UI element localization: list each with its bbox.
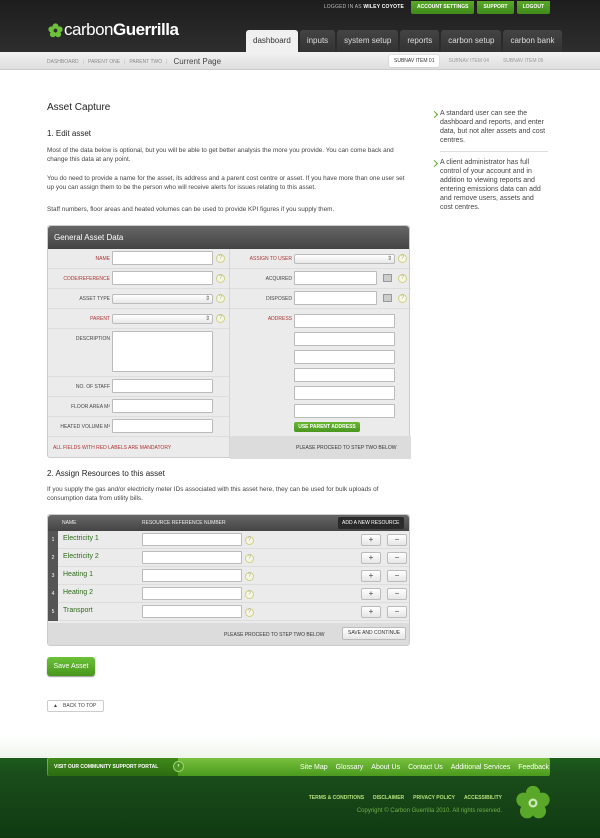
main-tabs bbox=[246, 30, 562, 52]
parent-label: PARENT bbox=[90, 316, 110, 322]
resource-help-icon[interactable]: ? bbox=[245, 590, 254, 599]
address-line-3[interactable] bbox=[294, 350, 395, 364]
resource-remove-button[interactable]: − bbox=[387, 606, 407, 618]
resource-ref-input[interactable] bbox=[142, 551, 242, 564]
resources-panel bbox=[47, 514, 410, 646]
subnav-item-04[interactable]: SUBNAV ITEM 04 bbox=[448, 58, 489, 64]
acquired-help-icon[interactable]: ? bbox=[398, 274, 407, 283]
resource-ref-input[interactable] bbox=[142, 605, 242, 618]
save-continue-button[interactable]: SAVE AND CONTINUE bbox=[342, 627, 406, 640]
logo-text-bold: Guerrilla bbox=[112, 20, 179, 39]
intro-paragraph-3: Staff numbers, floor areas and heated volumes can be used to provide KPI figures if you supply them. bbox=[47, 206, 335, 213]
sidebar-notes bbox=[432, 109, 548, 212]
arrow-up-icon: ▲ bbox=[53, 703, 58, 709]
description-textarea[interactable] bbox=[112, 331, 213, 372]
logo[interactable] bbox=[48, 20, 178, 40]
asset-type-help-icon[interactable]: ? bbox=[216, 294, 225, 303]
footer-link-contact-us[interactable]: Contact Us bbox=[408, 763, 443, 771]
resources-paragraph: If you supply the gas and/or electricity meter IDs associated with this asset here, they can be used for bulk uploads of consumption data from utility bills. bbox=[47, 486, 379, 502]
breadcrumb-current: Current Page bbox=[173, 57, 222, 66]
assign-user-help-icon[interactable]: ? bbox=[398, 254, 407, 263]
col-name-header: NAME bbox=[62, 520, 77, 526]
disposed-input[interactable] bbox=[294, 291, 377, 305]
staff-label: NO. OF STAFF bbox=[75, 384, 110, 390]
col-ref-header: RESOURCE REFERENCE NUMBER bbox=[142, 520, 226, 526]
resource-ref-input[interactable] bbox=[142, 533, 242, 546]
resource-name: Heating 1 bbox=[63, 571, 93, 578]
resource-name: Heating 2 bbox=[63, 589, 93, 596]
arrow-right-icon: › bbox=[173, 761, 184, 772]
staff-input[interactable] bbox=[112, 379, 213, 393]
resource-ref-input[interactable] bbox=[142, 587, 242, 600]
sidebar-note-client-admin: A client administrator has full control of your account and in addition to viewing reports and entering emissions data can add and remove users, assets and cost centres. bbox=[432, 158, 548, 212]
support-button[interactable]: SUPPORT bbox=[477, 1, 513, 14]
logout-button[interactable]: LOGOUT bbox=[517, 1, 550, 14]
code-label: CODE/REFERENCE bbox=[63, 276, 110, 282]
name-help-icon[interactable]: ? bbox=[216, 254, 225, 263]
breadcrumb-parent-one[interactable]: PARENT ONE bbox=[88, 58, 121, 65]
resource-remove-button[interactable]: − bbox=[387, 552, 407, 564]
resource-help-icon[interactable]: ? bbox=[245, 608, 254, 617]
resource-name: Electricity 2 bbox=[63, 553, 99, 560]
parent-select[interactable] bbox=[112, 314, 213, 324]
step2-title: 2. Assign Resources to this asset bbox=[47, 469, 165, 478]
resource-row-number: 1 bbox=[48, 531, 58, 549]
resource-add-button[interactable]: + bbox=[361, 552, 381, 564]
acquired-label: ACQUIRED bbox=[265, 276, 292, 282]
use-parent-address-button[interactable]: USE PARENT ADDRESS bbox=[294, 422, 360, 432]
name-label: NAME bbox=[95, 256, 110, 262]
acquired-input[interactable] bbox=[294, 271, 377, 285]
asset-type-label: ASSET TYPE bbox=[79, 296, 110, 302]
legal-link-disclaimer[interactable]: DISCLAIMER bbox=[373, 795, 405, 801]
resource-row bbox=[48, 585, 409, 603]
asset-type-select[interactable] bbox=[112, 294, 213, 304]
resources-footer bbox=[48, 623, 409, 645]
subnav-items bbox=[389, 55, 548, 67]
address-line-1[interactable] bbox=[294, 314, 395, 328]
floor-area-label: FLOOR AREA M² bbox=[71, 404, 110, 410]
back-to-top-label: BACK TO TOP bbox=[63, 703, 97, 709]
sidebar-note-standard-user: A standard user can see the dashboard and reports, and enter data, but not alter assets and cost centres. bbox=[432, 109, 548, 145]
tab-carbon-setup[interactable]: carbon setup bbox=[441, 30, 501, 52]
breadcrumb: DASHBOARD | PARENT ONE | PARENT TWO | Current Page bbox=[47, 57, 222, 66]
account-strip bbox=[324, 0, 550, 14]
resources-proceed-note: PLEASE PROCEED TO STEP TWO BELOW bbox=[224, 632, 325, 638]
top-header bbox=[0, 0, 600, 52]
legal-link-terms[interactable]: TERMS & CONDITIONS bbox=[308, 795, 365, 801]
address-line-5[interactable] bbox=[294, 386, 395, 400]
resource-help-icon[interactable]: ? bbox=[245, 572, 254, 581]
resource-row bbox=[48, 567, 409, 585]
legal-link-accessibility[interactable]: ACCESSIBILITY bbox=[463, 795, 502, 801]
disposed-calendar-icon[interactable] bbox=[383, 294, 392, 302]
address-line-2[interactable] bbox=[294, 332, 395, 346]
address-line-4[interactable] bbox=[294, 368, 395, 382]
support-portal-label: VISIT OUR COMMUNITY SUPPORT PORTAL bbox=[54, 764, 159, 770]
heated-volume-input[interactable] bbox=[112, 419, 213, 433]
assign-user-label: ASSIGN TO USER bbox=[249, 256, 292, 262]
page-title: Asset Capture bbox=[47, 102, 111, 113]
description-label: DESCRIPTION bbox=[75, 336, 110, 342]
resource-ref-input[interactable] bbox=[142, 569, 242, 582]
tab-reports[interactable]: reports bbox=[400, 30, 439, 52]
flower-emblem-icon bbox=[515, 785, 551, 821]
resource-name: Electricity 1 bbox=[63, 535, 99, 542]
name-input[interactable] bbox=[112, 251, 213, 265]
save-asset-button[interactable]: Save Asset bbox=[47, 657, 95, 676]
footer-link-additional-services[interactable]: Additional Services bbox=[450, 763, 511, 771]
breadcrumb-parent-two[interactable]: PARENT TWO bbox=[129, 58, 163, 65]
flower-logo-icon bbox=[48, 23, 63, 38]
resource-row-number: 5 bbox=[48, 603, 58, 621]
footer-link-about-us[interactable]: About Us bbox=[371, 763, 401, 771]
resource-add-button[interactable]: + bbox=[361, 606, 381, 618]
account-settings-button[interactable]: ACCOUNT SETTINGS bbox=[411, 1, 474, 14]
subnav-bar bbox=[0, 52, 600, 70]
address-label: ADDRESS bbox=[267, 316, 292, 322]
resource-row bbox=[48, 549, 409, 567]
footer-links bbox=[300, 758, 549, 776]
resource-name: Transport bbox=[63, 607, 93, 614]
resource-help-icon[interactable]: ? bbox=[245, 536, 254, 545]
general-asset-panel-title: General Asset Data bbox=[48, 226, 409, 249]
tab-dashboard[interactable]: dashboard bbox=[246, 30, 298, 52]
general-proceed-note: PLEASE PROCEED TO STEP TWO BELOW bbox=[296, 445, 397, 451]
disposed-label: DISPOSED bbox=[266, 296, 292, 302]
resource-row-number: 4 bbox=[48, 585, 58, 603]
acquired-calendar-icon[interactable] bbox=[383, 274, 392, 282]
assign-user-select[interactable] bbox=[294, 254, 395, 264]
step1-title: 1. Edit asset bbox=[47, 129, 92, 138]
resource-row bbox=[48, 603, 409, 621]
address-line-6[interactable] bbox=[294, 404, 395, 418]
resource-row-number: 2 bbox=[48, 549, 58, 567]
floor-area-input[interactable] bbox=[112, 399, 213, 413]
footer-link-glossary[interactable]: Glossary bbox=[335, 763, 364, 771]
mandatory-note: ALL FIELDS WITH RED LABELS ARE MANDATORY bbox=[53, 445, 172, 451]
heated-volume-label: HEATED VOLUME M³ bbox=[60, 424, 110, 430]
tab-carbon-bank[interactable]: carbon bank bbox=[503, 30, 561, 52]
tab-system-setup[interactable]: system setup bbox=[337, 30, 398, 52]
resource-remove-button[interactable]: − bbox=[387, 570, 407, 582]
resource-remove-button[interactable]: − bbox=[387, 588, 407, 600]
add-resource-button[interactable]: ADD A NEW RESOURCE bbox=[338, 517, 404, 529]
resource-add-button[interactable]: + bbox=[361, 534, 381, 546]
back-to-top-button[interactable] bbox=[47, 700, 104, 712]
intro-paragraph-1: Most of the data below is optional, but you will be able to get better analysis the more you provide. You can come back and change this data at any point. bbox=[47, 147, 394, 163]
resources-panel-header bbox=[48, 515, 409, 531]
resource-row bbox=[48, 531, 409, 549]
logged-in-text: LOGGED IN AS WILEY COYOTE bbox=[323, 4, 405, 10]
general-left-column bbox=[48, 249, 230, 457]
footer-link-feedback[interactable]: Feedback bbox=[518, 763, 549, 771]
footer-link-site-map[interactable]: Site Map bbox=[300, 763, 328, 771]
subnav-item-01[interactable]: SUBNAV ITEM 01 bbox=[389, 55, 439, 67]
parent-help-icon[interactable]: ? bbox=[216, 314, 225, 323]
legal-link-privacy[interactable]: PRIVACY POLICY bbox=[413, 795, 455, 801]
legal-links bbox=[309, 795, 502, 801]
breadcrumb-dashboard[interactable]: DASHBOARD bbox=[47, 58, 79, 65]
logo-text-light: carbon bbox=[64, 20, 113, 39]
tab-inputs[interactable]: inputs bbox=[300, 30, 335, 52]
resource-help-icon[interactable]: ? bbox=[245, 554, 254, 563]
general-right-column bbox=[230, 249, 411, 457]
subnav-item-05[interactable]: SUBNAV ITEM 05 bbox=[502, 58, 544, 64]
resource-row-number: 3 bbox=[48, 567, 58, 585]
support-portal-link[interactable] bbox=[48, 758, 178, 776]
copyright: Copyright © Carbon Guerrilla 2010. All rights reserved. bbox=[356, 808, 502, 814]
code-help-icon[interactable]: ? bbox=[216, 274, 225, 283]
general-asset-panel bbox=[47, 225, 410, 458]
disposed-help-icon[interactable]: ? bbox=[398, 294, 407, 303]
resource-remove-button[interactable]: − bbox=[387, 534, 407, 546]
intro-paragraph-2: You do need to provide a name for the asset, its address and a parent cost centre or asset. If you have more than one user set up you can assign them to be the person who will receive alerts for issues relating to this asset. bbox=[47, 175, 405, 191]
resource-add-button[interactable]: + bbox=[361, 570, 381, 582]
code-input[interactable] bbox=[112, 271, 213, 285]
resource-add-button[interactable]: + bbox=[361, 588, 381, 600]
